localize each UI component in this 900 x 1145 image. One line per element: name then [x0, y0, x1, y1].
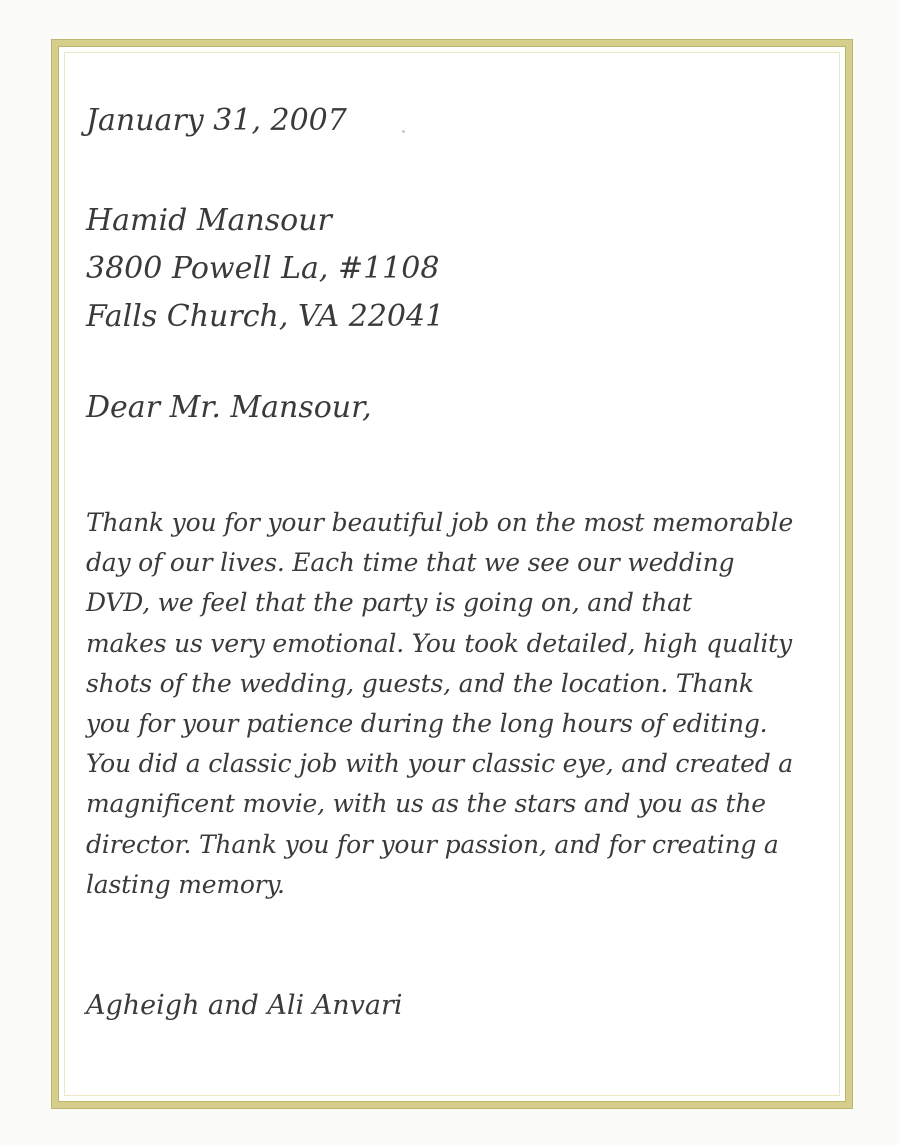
- body-line: You did a classic job with your classic eye, and created a: [86, 749, 793, 779]
- letter-body: [86, 503, 821, 905]
- body-line: DVD, we feel that the party is going on, and that: [86, 588, 692, 618]
- letter-date: January 31, 2007: [86, 103, 347, 138]
- body-line: shots of the wedding, guests, and the location. Thank: [86, 668, 754, 698]
- recipient-address: [86, 197, 444, 341]
- recipient-street: 3800 Powell La, #1108: [86, 251, 440, 286]
- body-line: you for your patience during the long hours of editing.: [86, 709, 768, 739]
- body-line: Thank you for your beautiful job on the most memorable: [86, 508, 794, 537]
- body-line: day of our lives. Each time that we see our wedding: [86, 548, 735, 578]
- body-line: makes us very emotional. You took detailed, high quality: [86, 628, 792, 658]
- letter-signature: Agheigh and Ali Anvari: [86, 990, 403, 1021]
- paper-speck: [402, 130, 405, 133]
- recipient-city-state-zip: Falls Church, VA 22041: [86, 299, 445, 334]
- body-line: lasting memory.: [86, 869, 285, 899]
- letter-salutation: Dear Mr. Mansour,: [86, 390, 372, 425]
- body-line: magnificent movie, with us as the stars and you as the: [86, 789, 766, 819]
- body-line: director. Thank you for your passion, and for creating a: [86, 829, 779, 859]
- recipient-name: Hamid Mansour: [86, 203, 332, 238]
